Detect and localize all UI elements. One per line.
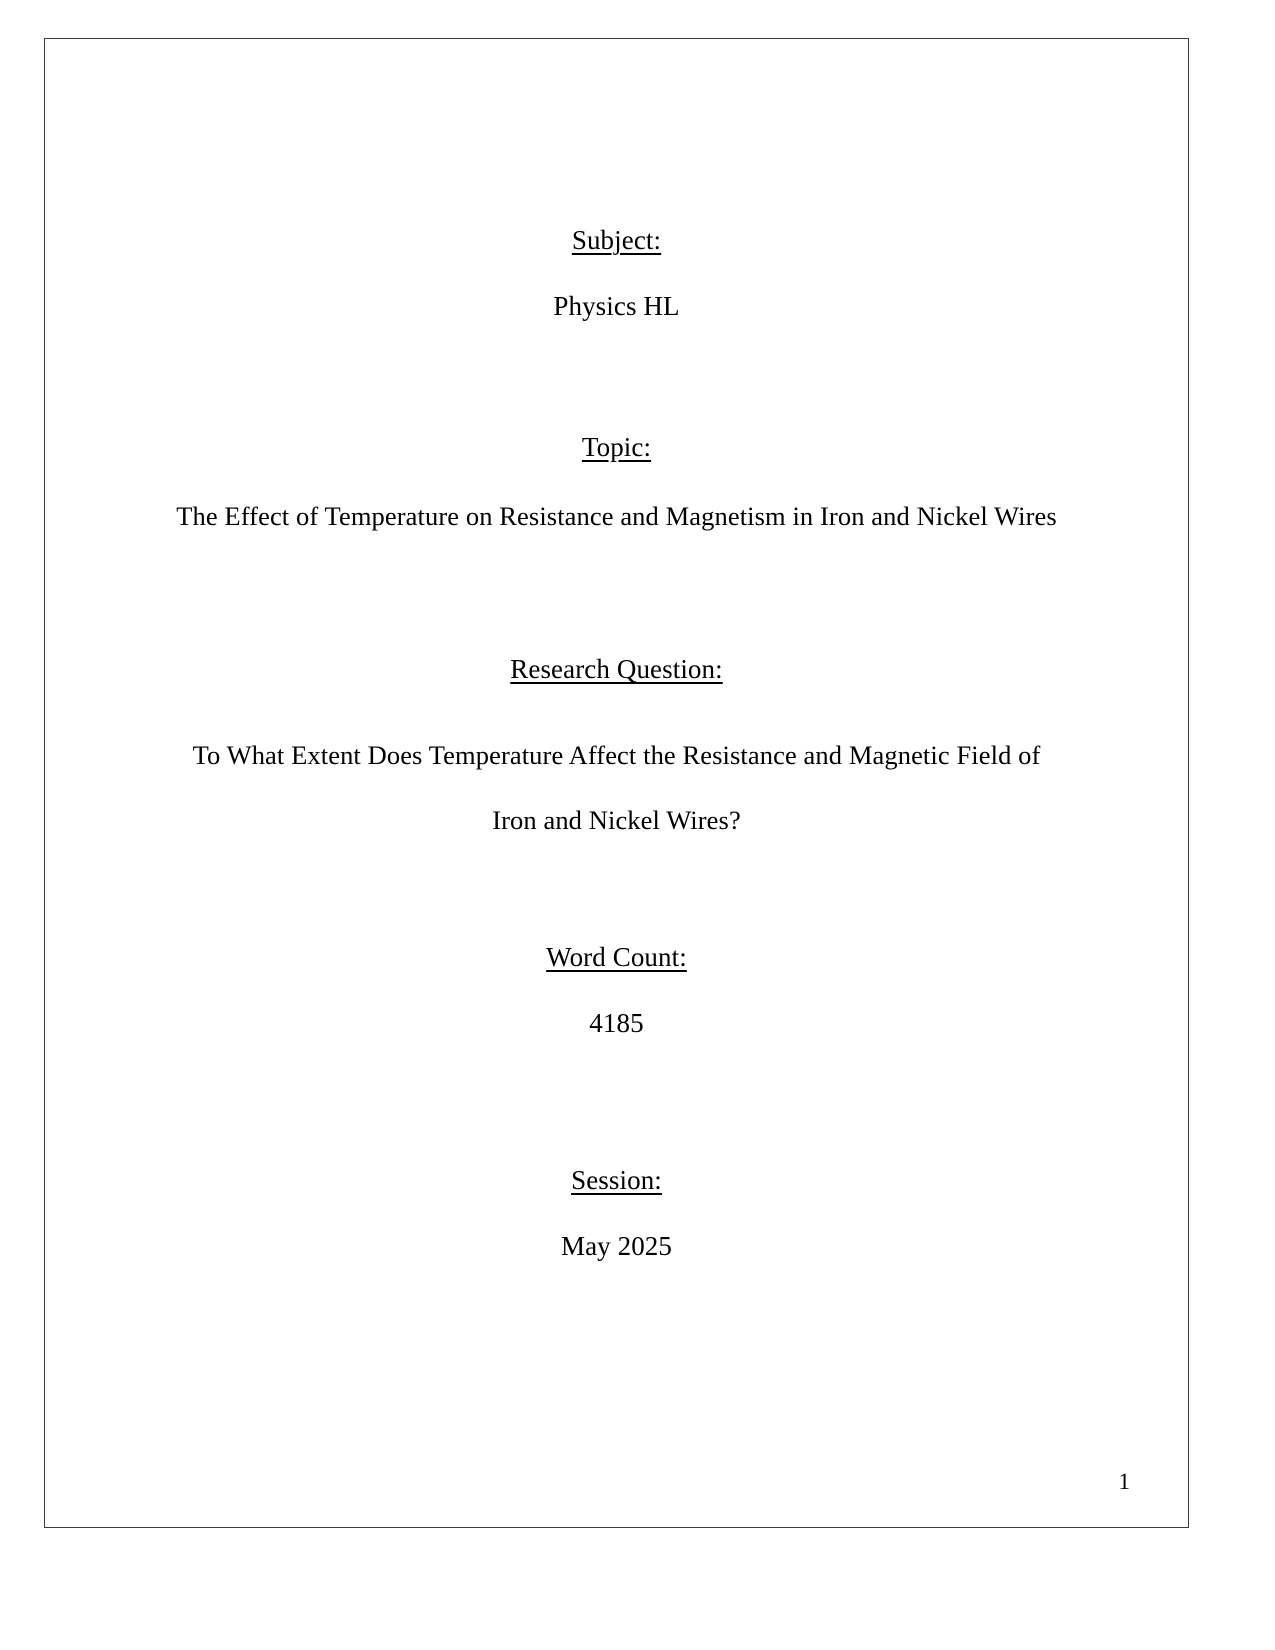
- spacer: [75, 461, 1158, 499]
- research-question-line-2: Iron and Nickel Wires?: [492, 804, 741, 835]
- subject-block: [103, 227, 1130, 320]
- subject-label: Subject:: [571, 225, 662, 255]
- document-page: [44, 38, 1189, 1528]
- spacer: [103, 1194, 1130, 1232]
- research-question-line-1: To What Extent Does Temperature Affect the Resistance and Magnetic Field of: [192, 740, 1041, 770]
- subject-value: Physics HL: [553, 291, 680, 321]
- word-count-label: Word Count:: [546, 942, 687, 972]
- session-block: [103, 1167, 1130, 1260]
- spacer: [85, 683, 1148, 723]
- word-count-value: 4185: [589, 1008, 644, 1038]
- research-question-block: [85, 656, 1148, 853]
- research-question-label: Research Question:: [510, 654, 723, 684]
- word-count-block: [103, 944, 1130, 1037]
- page-number: 1: [1118, 1469, 1130, 1494]
- topic-block: [75, 434, 1158, 535]
- topic-value: The Effect of Temperature on Resistance and Magnetism in Iron and Nickel Wires: [176, 501, 1057, 531]
- title-page-content: [45, 39, 1188, 1527]
- session-value: May 2025: [560, 1231, 673, 1261]
- topic-label: Topic:: [581, 432, 652, 462]
- spacer: [103, 971, 1130, 1009]
- spacer: [103, 254, 1130, 292]
- session-label: Session:: [571, 1165, 662, 1195]
